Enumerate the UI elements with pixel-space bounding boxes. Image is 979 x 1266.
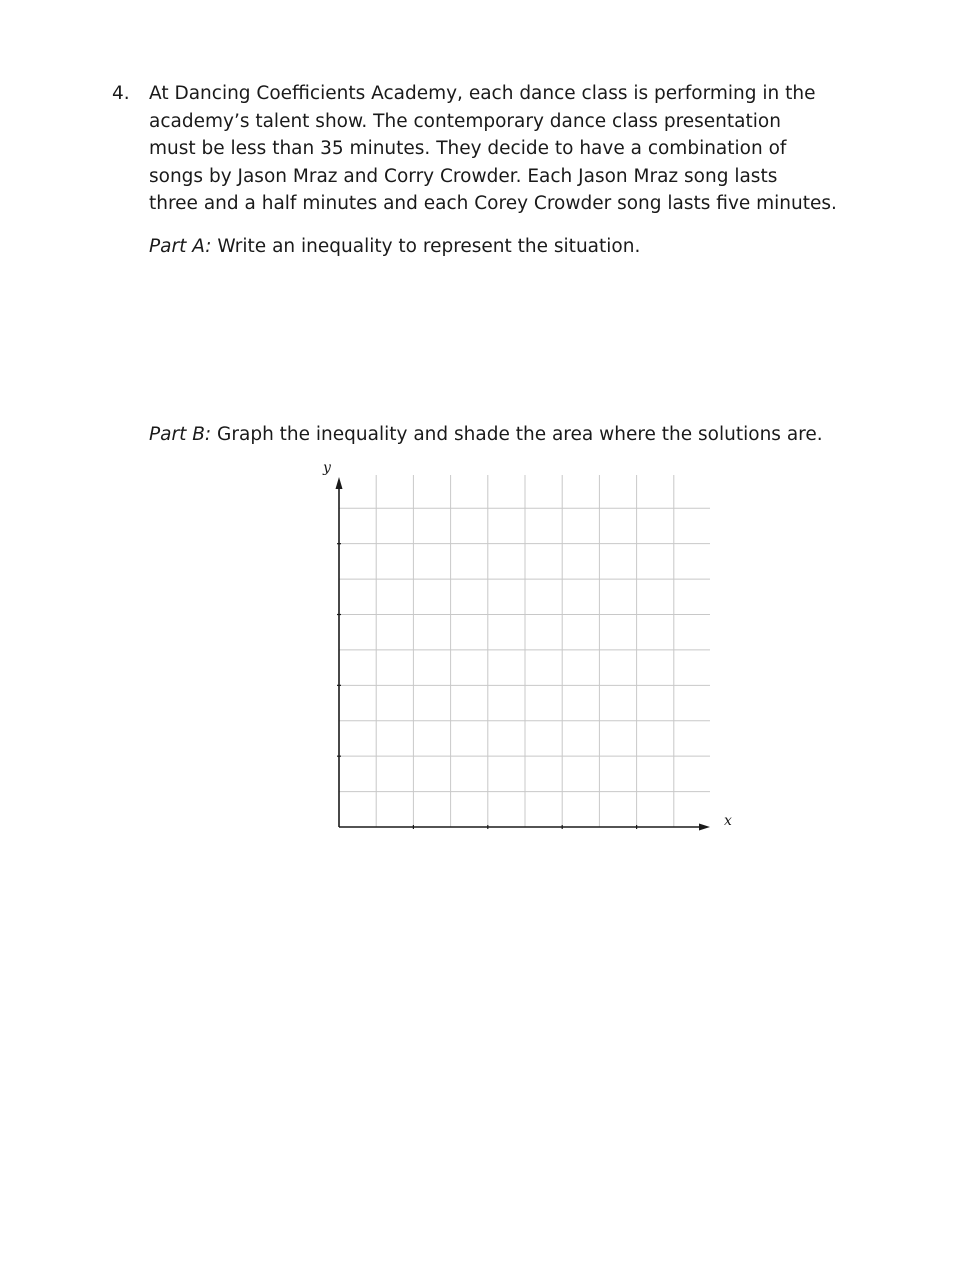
question-line: academy’s talent show. The contemporary dance class presentation [149,110,781,132]
axis-ticks [337,544,637,829]
question-line: three and a half minutes and each Corey Crowder song lasts five minutes. [149,193,837,214]
coordinate-grid[interactable] [310,455,750,840]
question-line: songs by Jason Mraz and Corry Crowder. Each Jason Mraz song lasts [149,165,778,187]
part-a-text: Write an inequality to represent the situation. [211,236,641,257]
part-b-text: Graph the inequality and shade the area where the solutions are. [211,424,823,445]
x-axis-label: x [724,813,732,829]
question-number: 4. [112,83,130,104]
part-b-label: Part B: [149,424,212,445]
question-line: must be less than 35 minutes. They decide to have a combination of [149,138,787,159]
axes [336,477,711,831]
question-4 [112,80,902,218]
question-text [149,80,902,218]
part-a-label: Part A: [149,236,212,257]
y-axis-label: y [323,460,331,476]
y-axis-arrow [336,477,343,489]
x-axis-arrow [699,824,710,831]
part-a-prompt [149,236,640,257]
grid-lines [339,475,710,827]
part-b-prompt [149,424,823,445]
question-line: At Dancing Coefficients Academy, each dance class is performing in the [149,83,816,104]
